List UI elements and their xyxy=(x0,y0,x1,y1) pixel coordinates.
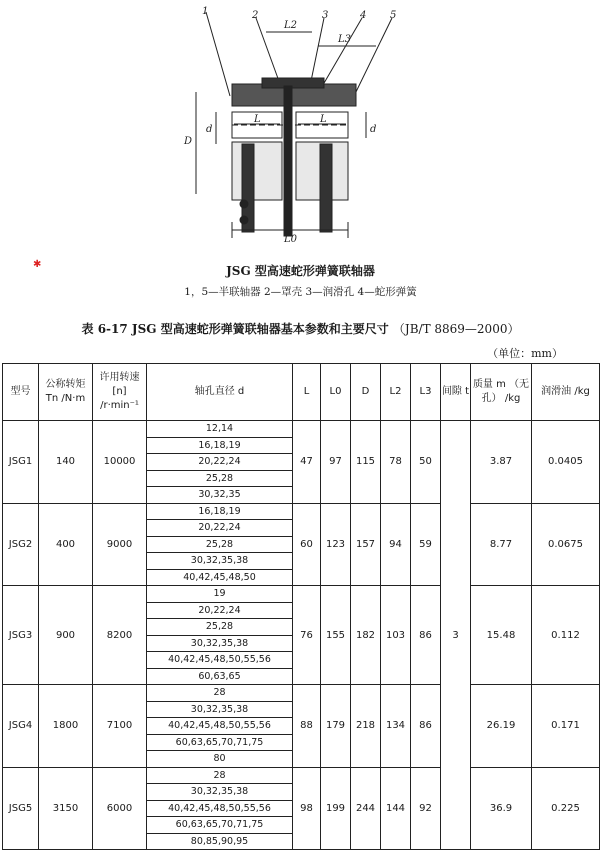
cell-bore: 19 xyxy=(147,586,293,603)
cell-l2: 134 xyxy=(381,685,411,768)
cell-model: JSG1 xyxy=(3,421,39,504)
cell-bore: 16,18,19 xyxy=(147,437,293,454)
cell-l3: 86 xyxy=(411,685,441,768)
cell-bore: 30,32,35,38 xyxy=(147,701,293,718)
cell-oil: 0.171 xyxy=(532,685,600,768)
cell-l2: 78 xyxy=(381,421,411,504)
cell-bore: 20,22,24 xyxy=(147,520,293,537)
callout-1: 1 xyxy=(202,6,209,17)
cell-l3: 86 xyxy=(411,586,441,685)
header-torque: 公称转矩 Tn /N·m xyxy=(39,364,93,421)
cell-bore: 30,32,35,38 xyxy=(147,553,293,570)
cell-torque: 140 xyxy=(39,421,93,504)
cell-l3: 92 xyxy=(411,767,441,850)
header-l: L xyxy=(293,364,321,421)
cell-bore: 40,42,45,48,50,55,56 xyxy=(147,718,293,735)
cell-torque: 3150 xyxy=(39,767,93,850)
table-row xyxy=(3,767,600,784)
dim-t: t xyxy=(288,112,293,123)
table-row xyxy=(3,421,600,438)
coupling-drawing xyxy=(170,4,410,244)
cell-bore: 25,28 xyxy=(147,619,293,636)
cell-l2: 94 xyxy=(381,503,411,586)
table-number: 表 6-17 xyxy=(81,322,128,336)
cell-bore: 28 xyxy=(147,767,293,784)
cell-bore: 40,42,45,48,50,55,56 xyxy=(147,652,293,669)
table-name: JSG 型高速蛇形弹簧联轴器基本参数和主要尺寸 xyxy=(131,322,389,336)
cell-l0: 97 xyxy=(321,421,351,504)
cell-d: 218 xyxy=(351,685,381,768)
cell-oil: 0.0675 xyxy=(532,503,600,586)
cell-d: 244 xyxy=(351,767,381,850)
cell-bore: 80,85,90,95 xyxy=(147,833,293,850)
cell-l: 88 xyxy=(293,685,321,768)
cell-bore: 60,63,65 xyxy=(147,668,293,685)
cell-model: JSG3 xyxy=(3,586,39,685)
cell-mass: 26.19 xyxy=(471,685,532,768)
cell-l0: 155 xyxy=(321,586,351,685)
cell-oil: 0.112 xyxy=(532,586,600,685)
dim-l-left: L xyxy=(254,114,261,125)
red-mark: ✱ xyxy=(33,259,42,270)
callout-2: 2 xyxy=(252,10,259,21)
header-model: 型号 xyxy=(3,364,39,421)
table-title xyxy=(0,320,601,337)
header-l0: L0 xyxy=(321,364,351,421)
cell-torque: 400 xyxy=(39,503,93,586)
header-mass: 质量 m （无孔） /kg xyxy=(471,364,532,421)
cell-bore: 20,22,24 xyxy=(147,454,293,471)
header-l3: L3 xyxy=(411,364,441,421)
cell-oil: 0.225 xyxy=(532,767,600,850)
cell-l0: 179 xyxy=(321,685,351,768)
cell-d: 182 xyxy=(351,586,381,685)
cell-speed: 7100 xyxy=(93,685,147,768)
cell-bore: 30,32,35,38 xyxy=(147,784,293,801)
dim-D: D xyxy=(184,136,193,147)
cell-model: JSG5 xyxy=(3,767,39,850)
cell-d: 115 xyxy=(351,421,381,504)
dim-l2: L2 xyxy=(284,20,298,31)
cell-mass: 8.77 xyxy=(471,503,532,586)
dim-d-right: d xyxy=(370,124,377,135)
cell-bore: 80 xyxy=(147,751,293,768)
header-row xyxy=(3,364,600,421)
header-oil: 润滑油 /kg xyxy=(532,364,600,421)
header-d: D xyxy=(351,364,381,421)
unit-note: （单位：mm） xyxy=(487,347,563,360)
header-gap: 间隙 t xyxy=(441,364,471,421)
parameter-table xyxy=(2,363,600,850)
header-bore: 轴孔直径 d xyxy=(147,364,293,421)
cell-bore: 40,42,45,48,50 xyxy=(147,569,293,586)
cell-mass: 36.9 xyxy=(471,767,532,850)
table-body xyxy=(3,421,600,850)
cell-torque: 1800 xyxy=(39,685,93,768)
cell-bore: 60,63,65,70,71,75 xyxy=(147,734,293,751)
callout-4: 4 xyxy=(360,10,367,21)
cell-l: 47 xyxy=(293,421,321,504)
cell-bore: 40,42,45,48,50,55,56 xyxy=(147,800,293,817)
cell-bore: 16,18,19 xyxy=(147,503,293,520)
cell-l3: 50 xyxy=(411,421,441,504)
table-row xyxy=(3,685,600,702)
cell-bore: 30,32,35 xyxy=(147,487,293,504)
cell-speed: 10000 xyxy=(93,421,147,504)
figure-caption: JSG 型高速蛇形弹簧联轴器 xyxy=(226,264,375,278)
callout-3: 3 xyxy=(322,10,329,21)
dim-l0: L0 xyxy=(284,234,298,244)
cell-torque: 900 xyxy=(39,586,93,685)
cell-bore: 25,28 xyxy=(147,470,293,487)
cell-bore: 25,28 xyxy=(147,536,293,553)
cell-l: 60 xyxy=(293,503,321,586)
figure-legend: 1，5—半联轴器 2—罩壳 3—润滑孔 4—蛇形弹簧 xyxy=(184,286,417,298)
cell-oil: 0.0405 xyxy=(532,421,600,504)
cell-speed: 9000 xyxy=(93,503,147,586)
dim-l3: L3 xyxy=(338,34,352,45)
cell-mass: 15.48 xyxy=(471,586,532,685)
cell-bore: 28 xyxy=(147,685,293,702)
header-l2: L2 xyxy=(381,364,411,421)
cell-bore: 12,14 xyxy=(147,421,293,438)
cell-d: 157 xyxy=(351,503,381,586)
cell-l2: 103 xyxy=(381,586,411,685)
cell-l2: 144 xyxy=(381,767,411,850)
cell-l: 76 xyxy=(293,586,321,685)
cell-speed: 6000 xyxy=(93,767,147,850)
header-speed: 许用转速 [n] /r·min⁻¹ xyxy=(93,364,147,421)
cell-l0: 199 xyxy=(321,767,351,850)
table-row xyxy=(3,503,600,520)
cell-mass: 3.87 xyxy=(471,421,532,504)
cell-l0: 123 xyxy=(321,503,351,586)
cell-model: JSG2 xyxy=(3,503,39,586)
cell-gap: 3 xyxy=(441,421,471,850)
dim-d-left: d xyxy=(206,124,213,135)
table-standard: （JB/T 8869—2000） xyxy=(392,322,520,336)
cell-l: 98 xyxy=(293,767,321,850)
cell-l3: 59 xyxy=(411,503,441,586)
cell-bore: 30,32,35,38 xyxy=(147,635,293,652)
cell-bore: 20,22,24 xyxy=(147,602,293,619)
cell-bore: 60,63,65,70,71,75 xyxy=(147,817,293,834)
table-row xyxy=(3,586,600,603)
cell-speed: 8200 xyxy=(93,586,147,685)
cell-model: JSG4 xyxy=(3,685,39,768)
dim-l-right: L xyxy=(320,114,327,125)
callout-5: 5 xyxy=(390,10,397,21)
